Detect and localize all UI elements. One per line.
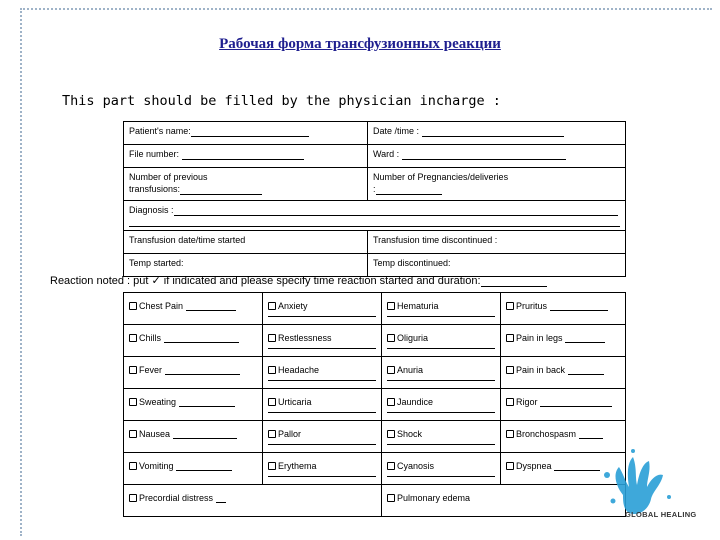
symptom-erythema[interactable]: Erythema	[263, 453, 382, 485]
diagnosis-field[interactable]: Diagnosis :	[124, 201, 626, 231]
ward-field[interactable]: Ward :	[368, 145, 626, 168]
symptom-anuria[interactable]: Anuria	[382, 357, 501, 389]
checkbox-icon[interactable]	[387, 366, 395, 374]
symptom-urticaria[interactable]: Urticaria	[263, 389, 382, 421]
checkbox-icon[interactable]	[129, 494, 137, 502]
symptom-pulmonary-edema[interactable]: Pulmonary edema	[382, 485, 626, 517]
checkbox-icon[interactable]	[387, 462, 395, 470]
symptom-anxiety[interactable]: Anxiety	[263, 293, 382, 325]
symptom-pruritus[interactable]: Pruritus	[501, 293, 626, 325]
symptom-restlessness[interactable]: Restlessness	[263, 325, 382, 357]
symptom-cyanosis[interactable]: Cyanosis	[382, 453, 501, 485]
checkbox-icon[interactable]	[387, 302, 395, 310]
symptom-pain-in-legs[interactable]: Pain in legs	[501, 325, 626, 357]
checkbox-icon[interactable]	[387, 334, 395, 342]
form-instruction: This part should be filled by the physician incharge :	[62, 93, 501, 109]
patient-name-field[interactable]: Patient's name:	[124, 122, 368, 145]
symptom-nausea[interactable]: Nausea	[124, 421, 263, 453]
temp-discontinued-field[interactable]: Temp discontinued:	[368, 254, 626, 277]
checkbox-icon[interactable]	[129, 398, 137, 406]
symptom-dyspnea[interactable]: Dyspnea	[501, 453, 626, 485]
symptom-pain-in-back[interactable]: Pain in back	[501, 357, 626, 389]
checkbox-icon[interactable]	[506, 430, 514, 438]
symptom-oliguria[interactable]: Oliguria	[382, 325, 501, 357]
checkbox-icon[interactable]	[387, 398, 395, 406]
file-number-field[interactable]: File number:	[124, 145, 368, 168]
symptom-hematuria[interactable]: Hematuria	[382, 293, 501, 325]
symptom-vomiting[interactable]: Vomiting	[124, 453, 263, 485]
checkbox-icon[interactable]	[268, 398, 276, 406]
checkbox-icon[interactable]	[268, 366, 276, 374]
checkbox-icon[interactable]	[387, 494, 395, 502]
checkbox-icon[interactable]	[387, 430, 395, 438]
checkbox-icon[interactable]	[268, 334, 276, 342]
symptom-pallor[interactable]: Pallor	[263, 421, 382, 453]
checkbox-icon[interactable]	[129, 302, 137, 310]
symptom-precordial-distress[interactable]: Precordial distress	[124, 485, 382, 517]
checkbox-icon[interactable]	[506, 302, 514, 310]
checkbox-icon[interactable]	[129, 334, 137, 342]
checkbox-icon[interactable]	[129, 366, 137, 374]
pregnancies-field[interactable]: Number of Pregnancies/deliveries :	[368, 168, 626, 201]
checkbox-icon[interactable]	[506, 334, 514, 342]
symptom-sweating[interactable]: Sweating	[124, 389, 263, 421]
symptom-jaundice[interactable]: Jaundice	[382, 389, 501, 421]
transfusion-discontinued-field[interactable]: Transfusion time discontinued :	[368, 231, 626, 254]
checkmark-icon: ✓	[151, 275, 161, 287]
checkbox-icon[interactable]	[506, 462, 514, 470]
checkbox-icon[interactable]	[506, 398, 514, 406]
symptom-shock[interactable]: Shock	[382, 421, 501, 453]
symptom-bronchospasm[interactable]: Bronchospasm	[501, 421, 626, 453]
checkbox-icon[interactable]	[268, 430, 276, 438]
checkbox-icon[interactable]	[506, 366, 514, 374]
symptom-chills[interactable]: Chills	[124, 325, 263, 357]
date-time-field[interactable]: Date /time :	[368, 122, 626, 145]
patient-info-table	[123, 121, 626, 277]
reaction-instruction: Reaction noted : put ✓ if indicated and please specify time reaction started and duration:	[50, 274, 547, 287]
checkbox-icon[interactable]	[129, 462, 137, 470]
previous-transfusions-field[interactable]: Number of previous transfusions:	[124, 168, 368, 201]
symptom-headache[interactable]: Headache	[263, 357, 382, 389]
symptom-checklist	[123, 292, 626, 517]
page-title: Рабочая форма трансфузионных реакции	[219, 36, 501, 52]
temp-started-field[interactable]: Temp started:	[124, 254, 368, 277]
transfusion-started-field[interactable]: Transfusion date/time started	[124, 231, 368, 254]
checkbox-icon[interactable]	[268, 302, 276, 310]
checkbox-icon[interactable]	[129, 430, 137, 438]
symptom-rigor[interactable]: Rigor	[501, 389, 626, 421]
symptom-chest-pain[interactable]: Chest Pain	[124, 293, 263, 325]
checkbox-icon[interactable]	[268, 462, 276, 470]
logo-text: GLOBAL HEALING	[625, 510, 697, 519]
symptom-fever[interactable]: Fever	[124, 357, 263, 389]
